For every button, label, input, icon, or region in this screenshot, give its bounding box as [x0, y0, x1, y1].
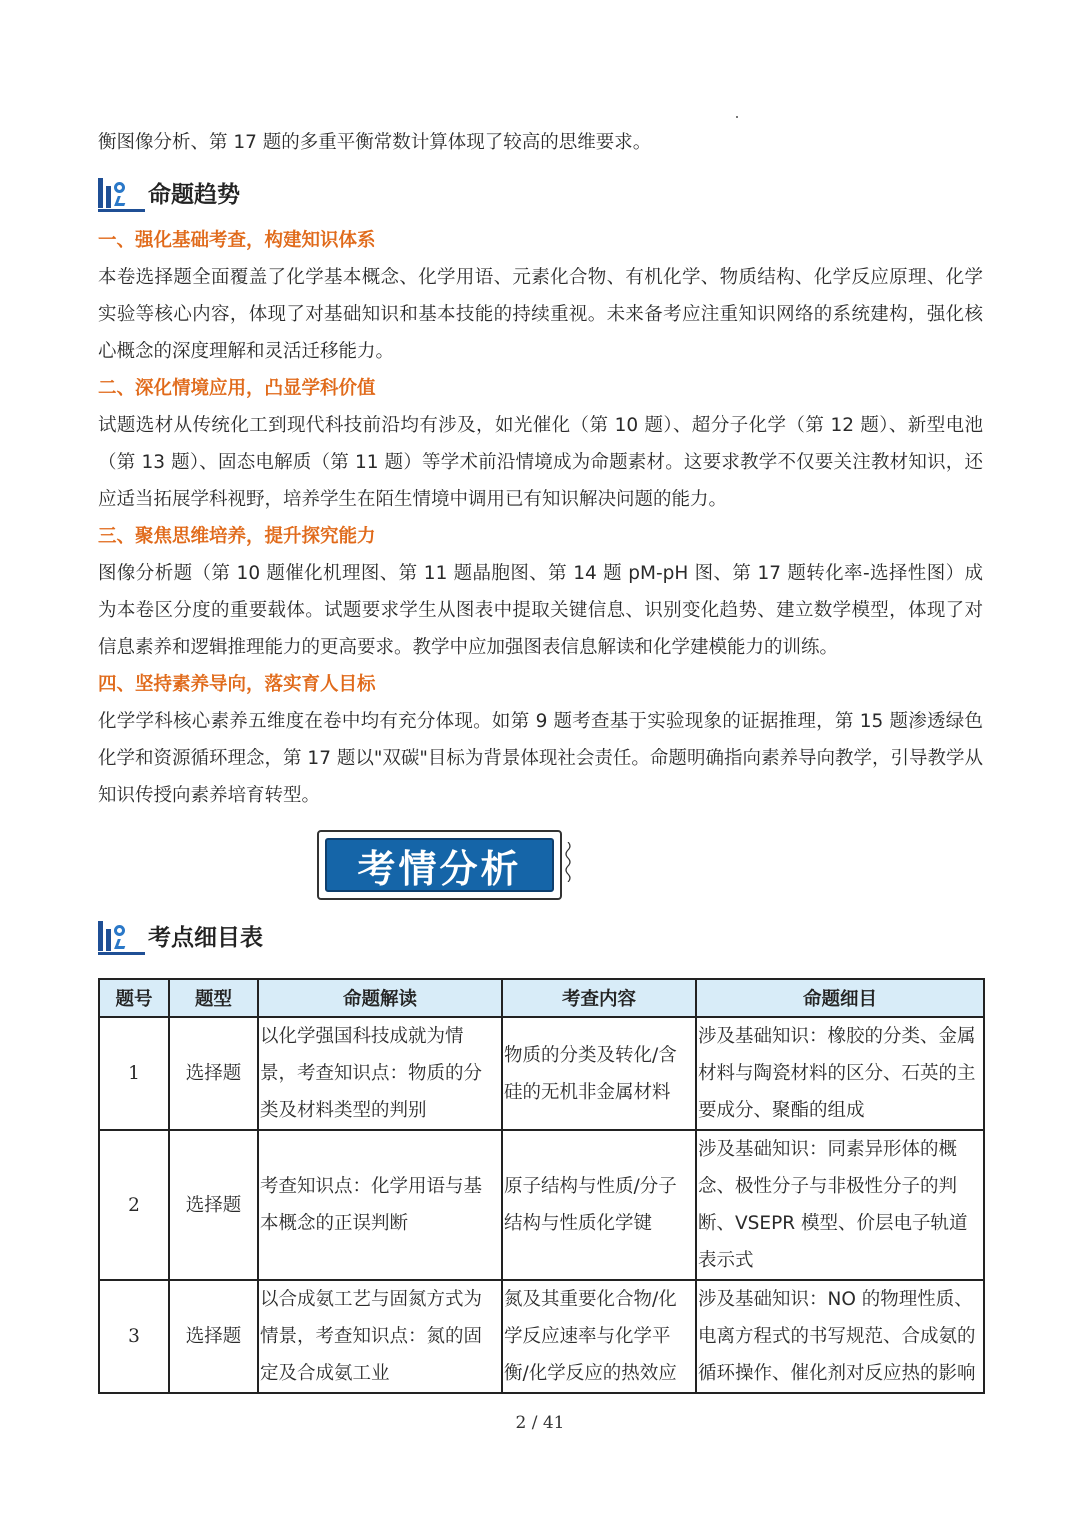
trend-item-text-2: 试题选材从传统化工到现代科技前沿均有涉及，如光催化（第 10 题）、超分子化学（第 12 题）、新型电池（第 13 题）、固态电解质（第 11 题）等学术前沿情境成为命题素材。这要求教学不仅要关注教材知识，还应适当拓展学科视野，培养学生在陌生情境中调用已有知识解决问题的能力。: [98, 415, 983, 510]
banner-frame: [317, 830, 562, 900]
table-heading-text: 考点细目表: [148, 924, 263, 951]
trend-section: [98, 172, 983, 814]
trend-item-text-1: 本卷选择题全面覆盖了化学基本概念、化学用语、元素化合物、有机化学、物质结构、化学反应原理、化学实验等核心内容，体现了对基础知识和基本技能的持续重视。未来备考应注重知识网络的系统建构，强化核心概念的深度理解和灵活迁移能力。: [98, 267, 983, 362]
cell-type: 选择题: [169, 1017, 258, 1130]
col-header-type: 题型: [169, 979, 258, 1017]
cell-type: 选择题: [169, 1280, 258, 1393]
table-header-row: [99, 979, 984, 1017]
cell-detail: 涉及基础知识：同素异形体的概念、极性分子与非极性分子的判断、VSEPR 模型、价层电子轨道表示式: [696, 1130, 984, 1280]
chart-logo-icon: [98, 915, 146, 955]
trend-item-title-3: 三、聚焦思维培养，提升探究能力: [98, 526, 376, 547]
trend-item-text-3: 图像分析题（第 10 题催化机理图、第 11 题晶胞图、第 14 题 pM-pH 图、第 17 题转化率-选择性图）成为本卷区分度的重要载体。试题要求学生从图表中提取关键信息、识别变化趋势、建立数学模型，体现了对信息素养和逻辑推理能力的更高要求。教学中应加强图表信息解读和化学建模能力的训练。: [98, 563, 983, 658]
table-section: [98, 915, 983, 1394]
cell-content: 原子结构与性质/分子结构与性质化学键: [502, 1130, 696, 1280]
cell-detail: 涉及基础知识：橡胶的分类、金属材料与陶瓷材料的区分、石英的主要成分、聚酯的组成: [696, 1017, 984, 1130]
table-heading: [98, 915, 983, 955]
table-row: [99, 1130, 984, 1280]
cell-content: 氮及其重要化合物/化学反应速率与化学平衡/化学反应的热效应: [502, 1280, 696, 1393]
chart-logo-icon: [98, 172, 146, 212]
cell-reading: 以化学强国科技成就为情景，考查知识点：物质的分类及材料类型的判别: [258, 1017, 502, 1130]
trend-heading-text: 命题趋势: [148, 181, 240, 208]
trend-item-title-1: 一、强化基础考查，构建知识体系: [98, 230, 376, 251]
banner-title: 考情分析: [325, 838, 554, 892]
table-row: [99, 1280, 984, 1393]
speck: [736, 116, 738, 118]
intro-line: 衡图像分析、第 17 题的多重平衡常数计算体现了较高的思维要求。: [98, 132, 652, 153]
cell-detail: 涉及基础知识：NO 的物理性质、电离方程式的书写规范、合成氨的循环操作、催化剂对反应热的影响: [696, 1280, 984, 1393]
cell-reading: 以合成氨工艺与固氮方式为情景，考查知识点：氮的固定及合成氨工业: [258, 1280, 502, 1393]
col-header-detail: 命题细目: [696, 979, 984, 1017]
col-header-content: 考查内容: [502, 979, 696, 1017]
cell-no: 3: [99, 1280, 169, 1393]
trend-items: [98, 222, 983, 814]
trend-item-text-4: 化学学科核心素养五维度在卷中均有充分体现。如第 9 题考查基于实验现象的证据推理，第 15 题渗透绿色化学和资源循环理念，第 17 题以"双碳"目标为背景体现社会责任。命题明确指向素养导向教学，引导教学从知识传授向素养培育转型。: [98, 711, 983, 806]
trend-item-title-4: 四、坚持素养导向，落实育人目标: [98, 674, 376, 695]
trend-item-title-2: 二、深化情境应用，凸显学科价值: [98, 378, 376, 399]
col-header-no: 题号: [99, 979, 169, 1017]
cell-type: 选择题: [169, 1130, 258, 1280]
cell-content: 物质的分类及转化/含硅的无机非金属材料: [502, 1017, 696, 1130]
cell-no: 1: [99, 1017, 169, 1130]
exam-point-table: [98, 978, 985, 1394]
squiggle-icon: [564, 842, 572, 882]
col-header-reading: 命题解读: [258, 979, 502, 1017]
trend-heading: [98, 172, 983, 212]
exam-analysis-banner: [317, 830, 562, 900]
table-row: [99, 1017, 984, 1130]
cell-no: 2: [99, 1130, 169, 1280]
page-number: 2 / 41: [515, 1413, 565, 1433]
cell-reading: 考查知识点：化学用语与基本概念的正误判断: [258, 1130, 502, 1280]
